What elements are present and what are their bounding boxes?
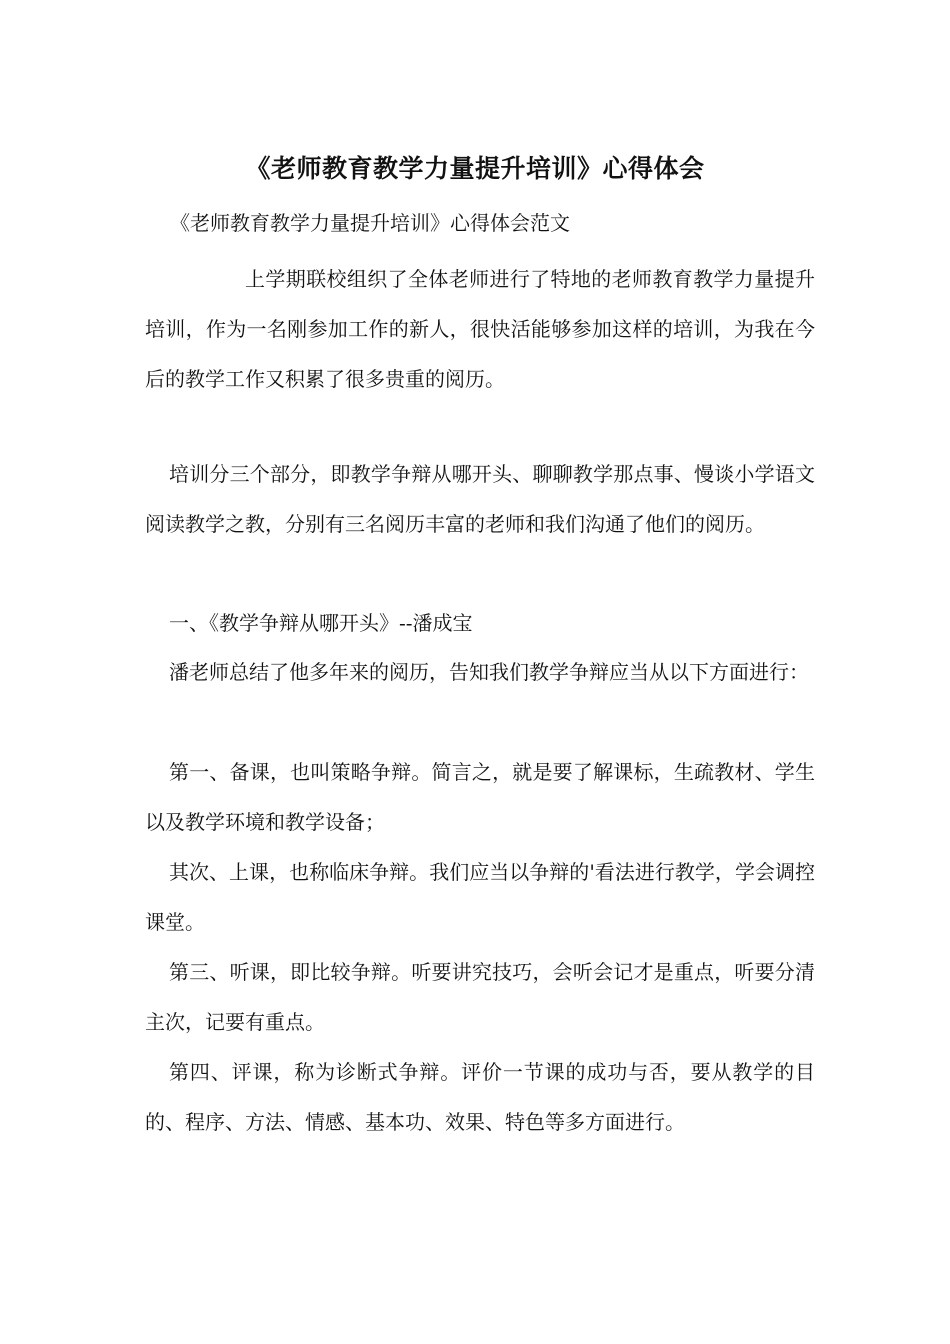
paragraph-point-4: 第四、评课，称为诊断式争辩。评价一节课的成功与否，要从教学的目的、程序、方法、情感、基本功、效果、特色等多方面进行。	[145, 1060, 815, 1134]
paragraph-point-1: 第一、备课，也叫策略争辩。简言之，就是要了解课标，生疏教材、学生以及教学环境和教学设备；	[145, 760, 815, 834]
paragraph-summary: 潘老师总结了他多年来的阅历，告知我们教学争辩应当从以下方面进行：	[169, 660, 809, 684]
paragraph-overview: 培训分三个部分，即教学争辩从哪开头、聊聊教学那点事、慢谈小学语文阅读教学之教，分别有三名阅历丰富的老师和我们沟通了他们的阅历。	[145, 462, 815, 536]
document-subtitle: 《老师教育教学力量提升培训》心得体会范文	[170, 211, 570, 235]
paragraph-intro: 上学期联校组织了全体老师进行了特地的老师教育教学力量提升培训，作为一名刚参加工作的新人，很快活能够参加这样的培训，为我在今后的教学工作又积累了很多贵重的阅历。	[145, 267, 815, 391]
paragraph-point-2: 其次、上课，也称临床争辩。我们应当以争辩的'看法进行教学，学会调控课堂。	[145, 860, 815, 934]
paragraph-point-3: 第三、听课，即比较争辩。听要讲究技巧，会听会记才是重点，听要分清主次，记要有重点。	[145, 960, 815, 1034]
document-title: 《老师教育教学力量提升培训》心得体会	[245, 154, 705, 183]
section-heading: 一、《教学争辩从哪开头》--潘成宝	[169, 611, 473, 635]
